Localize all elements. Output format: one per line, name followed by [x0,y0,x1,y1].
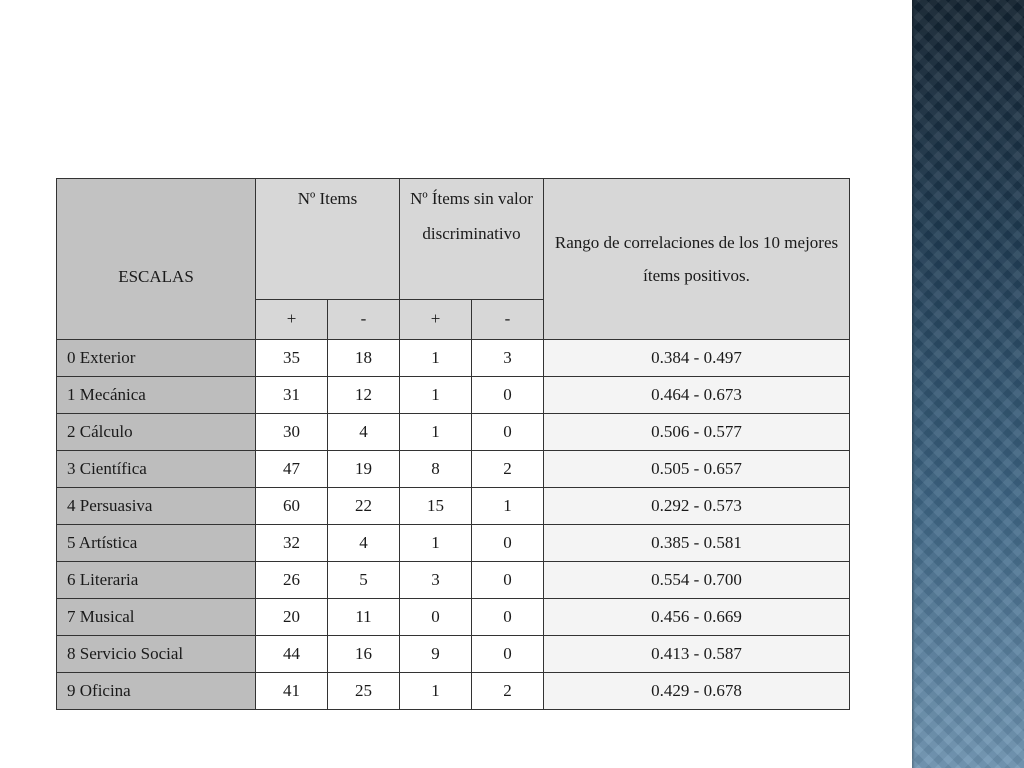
table-row [57,488,850,525]
sin-valor-minus: 1 [472,488,544,525]
items-minus: 5 [328,562,400,599]
subheader-items-plus: + [256,299,328,339]
items-minus: 16 [328,636,400,673]
sin-valor-plus: 8 [400,451,472,488]
correlation-range: 0.554 - 0.700 [544,562,850,599]
table-row [57,340,850,377]
sin-valor-minus: 0 [472,414,544,451]
subheader-sin-plus: + [400,299,472,339]
sin-valor-minus: 0 [472,636,544,673]
items-minus: 19 [328,451,400,488]
scale-name: 0 Exterior [57,340,256,377]
sin-valor-plus: 3 [400,562,472,599]
items-plus: 32 [256,525,328,562]
header-rango [544,179,850,340]
correlation-range: 0.506 - 0.577 [544,414,850,451]
scale-name: 5 Artística [57,525,256,562]
sin-valor-plus: 1 [400,525,472,562]
scale-name: 4 Persuasiva [57,488,256,525]
scale-name: 7 Musical [57,599,256,636]
scale-name: 9 Oficina [57,673,256,710]
table-row [57,636,850,673]
subheader-sin-minus: - [472,299,544,339]
sin-valor-minus: 0 [472,377,544,414]
sin-valor-minus: 0 [472,525,544,562]
correlation-range: 0.384 - 0.497 [544,340,850,377]
scale-name: 2 Cálculo [57,414,256,451]
header-row [57,179,850,300]
correlation-range: 0.413 - 0.587 [544,636,850,673]
items-minus: 18 [328,340,400,377]
items-plus: 44 [256,636,328,673]
correlation-range: 0.429 - 0.678 [544,673,850,710]
sin-valor-plus: 1 [400,377,472,414]
items-plus: 31 [256,377,328,414]
items-minus: 22 [328,488,400,525]
header-n-items: Nº Items [256,179,400,300]
correlation-range: 0.292 - 0.573 [544,488,850,525]
items-plus: 60 [256,488,328,525]
table-row [57,451,850,488]
table-row [57,414,850,451]
items-minus: 11 [328,599,400,636]
header-n-items-sin-valor-text: Nº Ítems sin valor discriminativo [410,189,533,243]
sin-valor-plus: 0 [400,599,472,636]
table-row [57,673,850,710]
sin-valor-plus: 9 [400,636,472,673]
sin-valor-minus: 0 [472,599,544,636]
items-plus: 41 [256,673,328,710]
sin-valor-plus: 1 [400,414,472,451]
items-minus: 4 [328,414,400,451]
header-n-items-sin-valor [400,179,544,300]
table-row [57,562,850,599]
correlation-range: 0.456 - 0.669 [544,599,850,636]
items-minus: 4 [328,525,400,562]
items-plus: 20 [256,599,328,636]
scale-name: 6 Literaria [57,562,256,599]
scales-table [56,178,850,710]
items-plus: 26 [256,562,328,599]
subheader-items-minus: - [328,299,400,339]
sidebar-shadow [912,0,915,768]
sin-valor-minus: 3 [472,340,544,377]
correlation-range: 0.385 - 0.581 [544,525,850,562]
scale-name: 3 Científica [57,451,256,488]
table-row [57,599,850,636]
sin-valor-plus: 1 [400,673,472,710]
decorative-sidebar [912,0,1024,768]
items-plus: 30 [256,414,328,451]
sin-valor-plus: 1 [400,340,472,377]
header-rango-text: Rango de correlaciones de los 10 mejores ítems positivos. [554,233,839,285]
correlation-range: 0.464 - 0.673 [544,377,850,414]
sin-valor-minus: 2 [472,673,544,710]
table-row [57,377,850,414]
items-minus: 25 [328,673,400,710]
items-minus: 12 [328,377,400,414]
items-plus: 35 [256,340,328,377]
correlation-range: 0.505 - 0.657 [544,451,850,488]
table-row [57,525,850,562]
sin-valor-minus: 2 [472,451,544,488]
items-plus: 47 [256,451,328,488]
scale-name: 1 Mecánica [57,377,256,414]
scale-name: 8 Servicio Social [57,636,256,673]
header-escalas: ESCALAS [57,179,256,340]
sin-valor-minus: 0 [472,562,544,599]
sin-valor-plus: 15 [400,488,472,525]
